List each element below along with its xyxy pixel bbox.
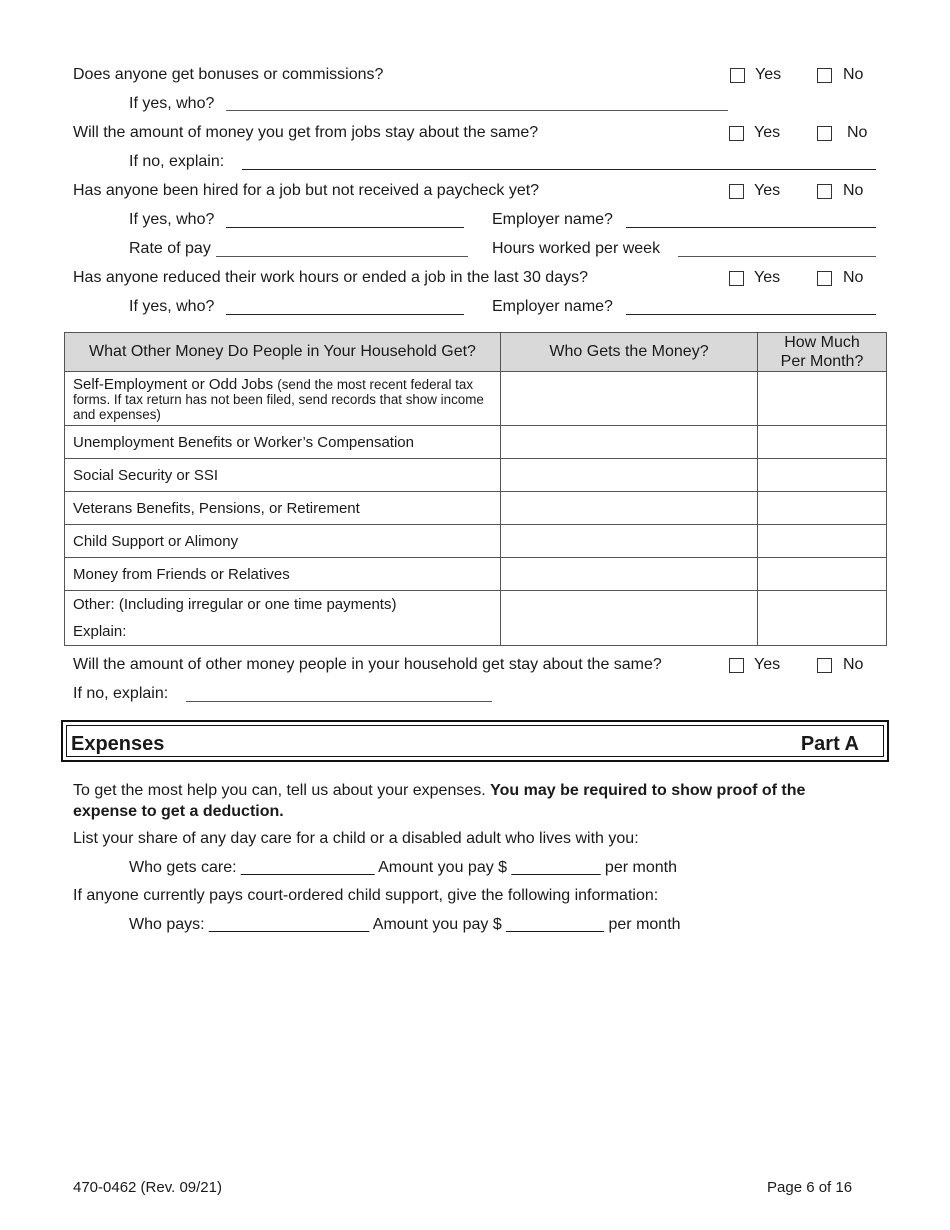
self-employment-note: (send the most recent federal tax forms. If tax return has not been filed, send records that show income and expenses) <box>73 376 484 422</box>
expenses-section-header <box>61 720 889 762</box>
other-label: Other: (Including irregular or one time payments) <box>73 596 397 613</box>
friends-who-cell[interactable] <box>501 558 758 591</box>
bonuses-no-checkbox[interactable] <box>817 68 832 83</box>
other-same-no-label: No <box>843 656 864 673</box>
hired-rate-field[interactable] <box>216 256 468 257</box>
row-social-security: Social Security or SSI <box>65 459 501 492</box>
bonuses-no-label: No <box>843 66 864 83</box>
row-other <box>65 591 501 646</box>
hired-yes-label: Yes <box>754 182 781 199</box>
self-employment-amount-cell[interactable] <box>758 372 887 426</box>
jobs-same-explain-field[interactable] <box>242 169 876 170</box>
other-same-yes-label: Yes <box>754 656 781 673</box>
other-same-yes-checkbox[interactable] <box>729 658 744 673</box>
reduced-employer-field[interactable] <box>626 314 876 315</box>
reduced-no-checkbox[interactable] <box>817 271 832 286</box>
bonuses-who-label: If yes, who? <box>129 95 215 112</box>
bonuses-yes-label: Yes <box>755 66 782 83</box>
child-support-question: If anyone currently pays court-ordered child support, give the following information: <box>73 887 659 904</box>
unemployment-amount-cell[interactable] <box>758 426 887 459</box>
hired-hours-field[interactable] <box>678 256 876 257</box>
hired-who-label: If yes, who? <box>129 211 215 228</box>
veterans-who-cell[interactable] <box>501 492 758 525</box>
other-amount-cell[interactable] <box>758 591 887 646</box>
social-security-amount-cell[interactable] <box>758 459 887 492</box>
row-unemployment: Unemployment Benefits or Worker’s Compensation <box>65 426 501 459</box>
child-support-amount-cell[interactable] <box>758 525 887 558</box>
hired-yes-checkbox[interactable] <box>729 184 744 199</box>
table-row <box>65 591 887 646</box>
jobs-same-no-checkbox[interactable] <box>817 126 832 141</box>
hired-who-field[interactable] <box>226 227 464 228</box>
other-who-cell[interactable] <box>501 591 758 646</box>
reduced-employer-label: Employer name? <box>492 298 613 315</box>
friends-amount-cell[interactable] <box>758 558 887 591</box>
hired-employer-label: Employer name? <box>492 211 613 228</box>
jobs-same-yes-label: Yes <box>754 124 781 141</box>
jobs-same-explain-label: If no, explain: <box>129 153 225 170</box>
header-who-gets: Who Gets the Money? <box>501 333 758 372</box>
bonuses-who-field[interactable] <box>226 110 728 111</box>
page-number: Page 6 of 16 <box>767 1179 853 1196</box>
expenses-title: Expenses <box>71 733 165 755</box>
header-what-money: What Other Money Do People in Your Household Get? <box>65 333 501 372</box>
veterans-amount-cell[interactable] <box>758 492 887 525</box>
hired-employer-field[interactable] <box>626 227 876 228</box>
child-support-fields[interactable]: Who pays: __________________ Amount you pay $ ___________ per month <box>129 916 681 933</box>
question-bonuses: Does anyone get bonuses or commissions? <box>73 66 384 83</box>
header-how-much <box>758 333 887 372</box>
hired-no-label: No <box>843 182 864 199</box>
reduced-no-label: No <box>843 269 864 286</box>
child-support-who-cell[interactable] <box>501 525 758 558</box>
daycare-question: List your share of any day care for a child or a disabled adult who lives with you: <box>73 830 639 847</box>
header-how-much-line1: How Much <box>784 334 860 351</box>
unemployment-who-cell[interactable] <box>501 426 758 459</box>
table-header-row <box>65 333 887 372</box>
social-security-who-cell[interactable] <box>501 459 758 492</box>
table-row <box>65 492 887 525</box>
jobs-same-no-label: No <box>847 124 868 141</box>
self-employment-label: Self-Employment or Odd <box>73 375 238 393</box>
table-row <box>65 525 887 558</box>
reduced-yes-label: Yes <box>754 269 781 286</box>
jobs-same-yes-checkbox[interactable] <box>729 126 744 141</box>
other-money-table <box>64 332 887 646</box>
question-reduced: Has anyone reduced their work hours or ended a job in the last 30 days? <box>73 269 588 286</box>
daycare-fields[interactable]: Who gets care: _______________ Amount you pay $ __________ per month <box>129 859 677 876</box>
table-row <box>65 558 887 591</box>
self-employment-who-cell[interactable] <box>501 372 758 426</box>
bonuses-yes-checkbox[interactable] <box>730 68 745 83</box>
reduced-who-field[interactable] <box>226 314 464 315</box>
hired-hours-label: Hours worked per week <box>492 240 661 257</box>
other-same-explain-label: If no, explain: <box>73 685 169 702</box>
expenses-header-inner <box>66 725 884 757</box>
other-explain-label: Explain: <box>73 623 127 640</box>
expenses-intro <box>73 780 873 822</box>
expenses-intro-text: To get the most help you can, tell us about your expenses. <box>73 782 491 799</box>
reduced-who-label: If yes, who? <box>129 298 215 315</box>
expenses-intro-bold: You may be required to show proof of the expense to get a deduction. <box>73 782 806 820</box>
table-row <box>65 372 887 426</box>
hired-rate-label: Rate of pay <box>129 240 211 257</box>
self-employment-jobs: Jobs <box>241 375 274 393</box>
table-row <box>65 459 887 492</box>
other-same-explain-field[interactable] <box>186 701 492 702</box>
header-how-much-line2: Per Month? <box>780 353 864 370</box>
question-other-same: Will the amount of other money people in your household get stay about the same? <box>73 656 662 673</box>
question-hired: Has anyone been hired for a job but not received a paycheck yet? <box>73 182 540 199</box>
row-friends: Money from Friends or Relatives <box>65 558 501 591</box>
other-same-no-checkbox[interactable] <box>817 658 832 673</box>
row-self-employment <box>65 372 501 426</box>
expenses-part-label: Part A <box>800 733 859 755</box>
row-child-support: Child Support or Alimony <box>65 525 501 558</box>
hired-no-checkbox[interactable] <box>817 184 832 199</box>
question-jobs-same: Will the amount of money you get from jobs stay about the same? <box>73 124 539 141</box>
form-number: 470-0462 (Rev. 09/21) <box>73 1179 222 1196</box>
table-row <box>65 426 887 459</box>
reduced-yes-checkbox[interactable] <box>729 271 744 286</box>
row-veterans: Veterans Benefits, Pensions, or Retirement <box>65 492 501 525</box>
